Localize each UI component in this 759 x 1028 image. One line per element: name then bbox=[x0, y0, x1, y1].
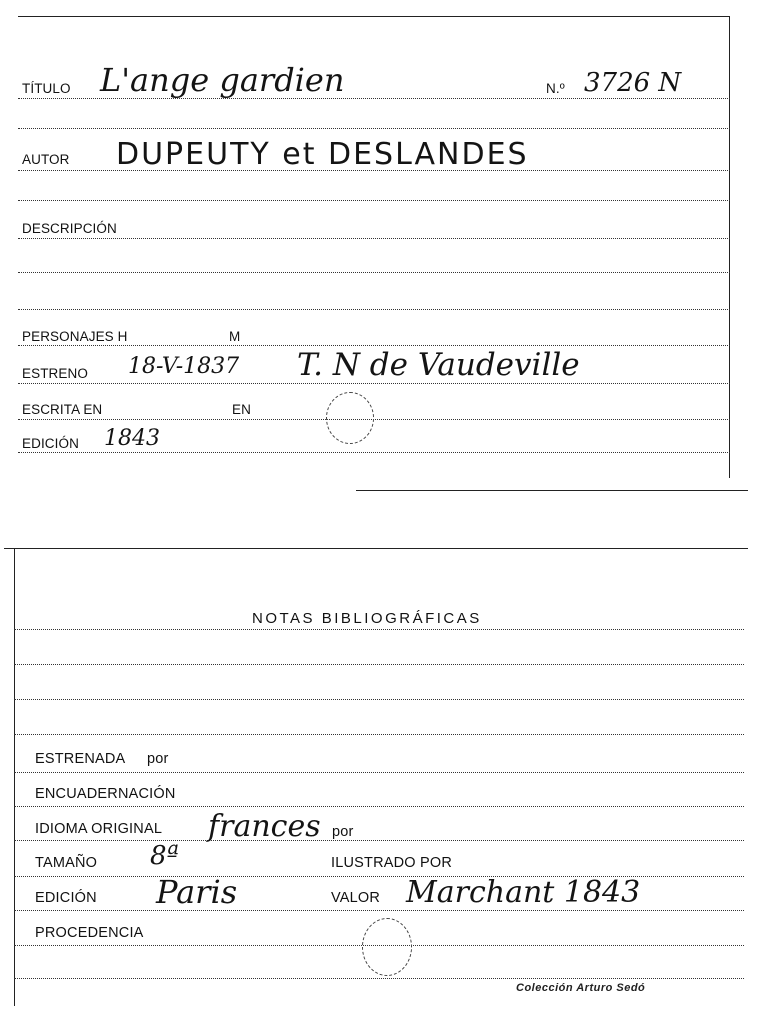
row-line-escrita bbox=[18, 419, 730, 420]
card1-right-border bbox=[729, 16, 730, 478]
notes-line-1 bbox=[14, 629, 744, 630]
estreno-label: ESTRENO bbox=[22, 366, 88, 381]
autor-value: DUPEUTY et DESLANDES bbox=[116, 137, 529, 172]
estreno-place: T. N de Vaudeville bbox=[297, 347, 580, 383]
notas-heading: NOTAS BIBLIOGRÁFICAS bbox=[252, 610, 482, 627]
procedencia-label: PROCEDENCIA bbox=[35, 925, 144, 941]
titulo-value: L'ange gardien bbox=[100, 61, 345, 99]
row-line-desc2 bbox=[18, 272, 730, 273]
row-line-estrenada bbox=[14, 772, 744, 773]
estrenada-label: ESTRENADA bbox=[35, 751, 126, 767]
idioma-por-label: por bbox=[332, 824, 354, 840]
card1-top-border bbox=[18, 16, 730, 17]
numero-label: N.º bbox=[546, 81, 565, 96]
catalog-card-main bbox=[0, 0, 759, 500]
personajes-m-label: M bbox=[229, 329, 241, 344]
notes-line-2 bbox=[14, 664, 744, 665]
estrenada-por-label: por bbox=[147, 751, 169, 767]
estreno-date: 18-V-1837 bbox=[128, 354, 240, 379]
numero-value: 3726 N bbox=[584, 68, 682, 98]
edicion2-value: Paris bbox=[156, 873, 238, 911]
row-line-encuadernacion bbox=[14, 806, 744, 807]
row-line-descripcion bbox=[18, 238, 730, 239]
row-line-sep2 bbox=[18, 200, 730, 201]
row-line-idioma bbox=[14, 840, 744, 841]
notes-line-3 bbox=[14, 699, 744, 700]
row-line-personajes bbox=[18, 345, 730, 346]
idioma-label: IDIOMA ORIGINAL bbox=[35, 821, 163, 837]
escrita-label: ESCRITA EN bbox=[22, 402, 103, 417]
autor-label: AUTOR bbox=[22, 152, 70, 167]
descripcion-label: DESCRIPCIÓN bbox=[22, 221, 117, 236]
ilustrado-label: ILUSTRADO POR bbox=[331, 855, 453, 871]
catalog-card-notes bbox=[0, 540, 759, 1028]
tamano-label: TAMAÑO bbox=[35, 855, 98, 871]
row-line-sep1 bbox=[18, 128, 730, 129]
edicion-label: EDICIÓN bbox=[22, 436, 79, 451]
row-line-estreno bbox=[18, 383, 730, 384]
titulo-label: TÍTULO bbox=[22, 81, 71, 96]
collection-stamp: Colección Arturo Sedó bbox=[516, 982, 646, 994]
edicion-value: 1843 bbox=[104, 426, 160, 451]
notes-line-4 bbox=[14, 734, 744, 735]
punch-hole-mark-2 bbox=[362, 918, 412, 976]
valor-value: Marchant 1843 bbox=[406, 875, 641, 910]
encuadernacion-label: ENCUADERNACIÓN bbox=[35, 786, 176, 802]
punch-hole-mark bbox=[326, 392, 374, 444]
row-line-edicion bbox=[18, 452, 730, 453]
card1-bottom-border bbox=[356, 490, 748, 491]
row-line-desc3 bbox=[18, 309, 730, 310]
personajes-label: PERSONAJES H bbox=[22, 329, 128, 344]
card2-top-border bbox=[4, 548, 748, 549]
tamano-value: 8ª bbox=[150, 841, 179, 871]
idioma-value: frances bbox=[208, 809, 321, 844]
edicion2-label: EDICIÓN bbox=[35, 890, 97, 906]
valor-label: VALOR bbox=[331, 890, 381, 906]
card2-left-border bbox=[14, 548, 15, 1006]
escrita-en-label: EN bbox=[232, 402, 251, 417]
row-line-edicion2 bbox=[14, 910, 744, 911]
row-line-bottom bbox=[14, 978, 744, 979]
